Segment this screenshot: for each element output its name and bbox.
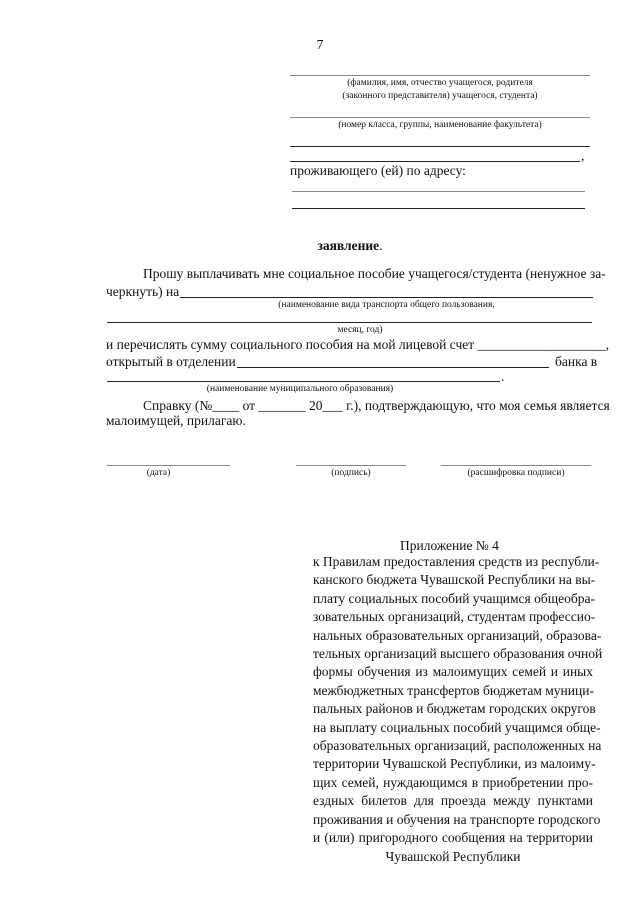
appendix-line: образовательных организаций, расположенных на — [313, 738, 602, 754]
caption-date: (дата) — [146, 468, 171, 478]
caption-municipal: (наименование муниципального образования) — [206, 384, 394, 394]
comma: , — [581, 148, 585, 163]
title-dot: . — [379, 238, 383, 253]
appendix-line: щих семей, нуждающимся в приобретении про- — [313, 774, 593, 790]
certificate-line-2: малоимущей, прилагаю. — [106, 413, 246, 428]
appendix-line: к Правилам предоставления средств из республи- — [313, 554, 600, 569]
transport-line — [180, 297, 593, 298]
address-line-1 — [292, 191, 585, 192]
appendix-title: Приложение № 4 — [400, 538, 499, 553]
municipal-dot: . — [501, 369, 505, 384]
appendix-line: территории Чувашской Республики, из малоиму- — [313, 756, 596, 772]
caption-name-2: (законного представителя) учащегося, студента) — [342, 91, 538, 101]
appendix-line: межбюджетных трансфертов бюджетам муници- — [313, 682, 594, 698]
appendix-line: Чувашской Республики — [385, 848, 521, 864]
document-title — [0, 238, 640, 254]
title-text: заявление — [317, 238, 380, 253]
appendix-text — [313, 553, 603, 866]
appendix-line: нальных образовательных организаций, образова- — [313, 627, 602, 643]
caption-month: месяц, год) — [337, 325, 383, 335]
caption-group: (номер класса, группы, наименование факультета) — [338, 120, 542, 130]
date-line — [107, 465, 230, 466]
appendix-line: зовательных организаций, студентам профессио- — [313, 609, 596, 625]
branch-prefix: открытый в отделении — [106, 354, 236, 369]
group-line — [290, 117, 590, 118]
appendix-line: пальных районов и бюджетам городских округов — [313, 701, 596, 717]
appendix-line: и (или) пригородного сообщения на территории — [313, 830, 593, 846]
request-line-2-prefix: черкнуть) на — [106, 284, 180, 299]
caption-transport: (наименование вида транспорта общего пользования, — [278, 300, 495, 310]
caption-transcript: (расшифровка подписи) — [467, 468, 565, 478]
appendix-line: проживания и обучения на транспорте городского — [313, 811, 601, 827]
appendix-line: канского бюджета Чувашской Республики на вы- — [313, 572, 596, 588]
request-line-1: Прошу выплачивать мне социальное пособие учащегося/студента (ненужное за- — [143, 266, 606, 281]
extra-line-2 — [290, 161, 580, 162]
certificate-line-1: Справку (№____ от _______ 20___ г.), подтверждающую, что моя семья является — [143, 398, 610, 413]
signature-line — [296, 465, 406, 466]
municipal-line — [107, 381, 500, 382]
caption-name-1: (фамилия, имя, отчество учащегося, родителя — [347, 78, 533, 88]
appendix-line: плату социальных пособий учащимся общеобра- — [313, 590, 595, 606]
account-line: и перечислять сумму социального пособия на мой лицевой счет ___________________, — [106, 337, 610, 352]
month-line — [107, 322, 592, 323]
residing-label: проживающего (ей) по адресу: — [290, 163, 466, 178]
page-number: 7 — [316, 38, 324, 53]
address-line-2 — [292, 208, 585, 209]
caption-signature: (подпись) — [331, 468, 371, 478]
appendix-line: тельных организаций высшего образования очной — [313, 646, 603, 662]
name-line — [290, 75, 590, 76]
appendix-line: на выплату социальных пособий учащимся обще- — [313, 719, 601, 735]
transcript-line — [441, 465, 591, 466]
appendix-line: ездных билетов для проезда между пунктами — [313, 793, 593, 809]
branch-line — [237, 367, 549, 368]
branch-suffix: банка в — [555, 354, 598, 369]
extra-line-1 — [290, 146, 590, 147]
appendix-line: формы обучения из малоимущих семей и иных — [313, 664, 593, 680]
